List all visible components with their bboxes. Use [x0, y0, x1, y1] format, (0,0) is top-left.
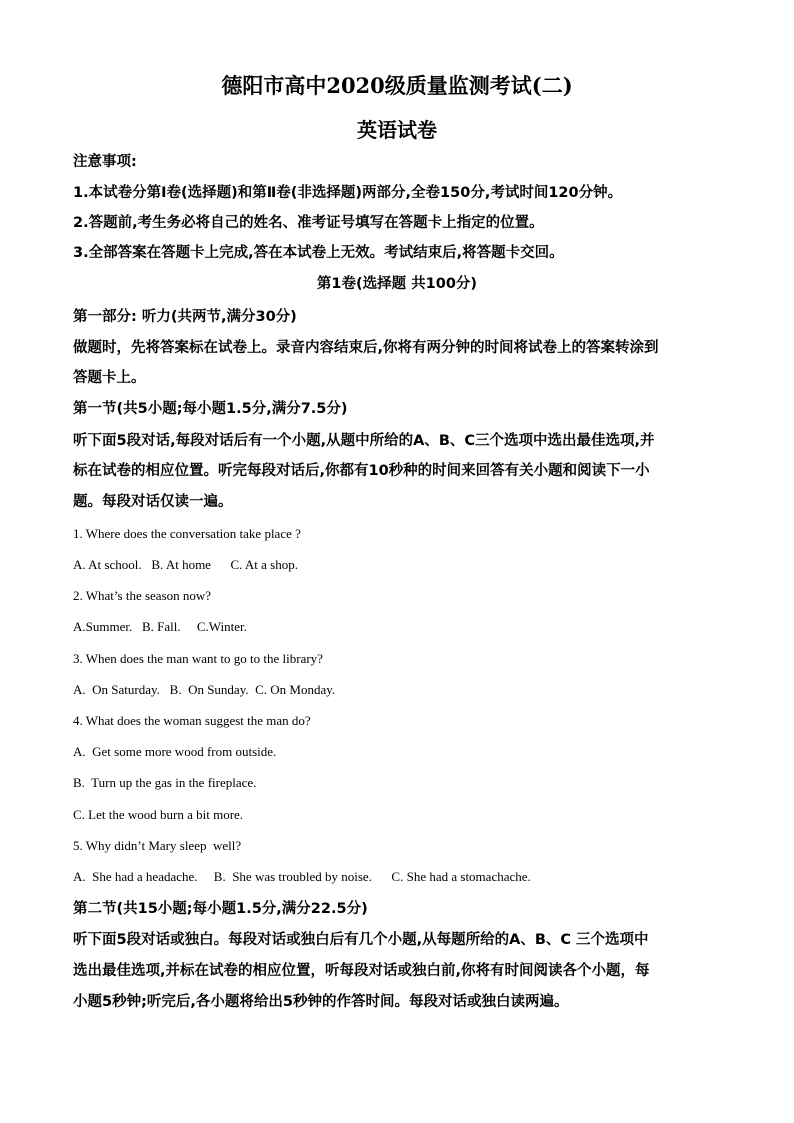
question-text: 1. Where does the conversation take place ?	[73, 526, 301, 541]
part-heading: 第一部分: 听力(共两节,满分30分)	[73, 309, 297, 325]
answer-options: A. At school. B. At home C. At a shop.	[73, 557, 298, 572]
question-text: 5. Why didn’t Mary sleep well?	[73, 838, 242, 853]
answer-option: B. Turn up the gas in the fireplace.	[73, 775, 257, 790]
answer-options: A. She had a headache. B. She was troubled by noise. C. She had a stomachache.	[73, 869, 531, 884]
answer-options: A. On Saturday. B. On Sunday. C. On Monday.	[73, 682, 336, 697]
answer-option: C. Let the wood burn a bit more.	[73, 807, 244, 822]
notice-heading: 注意事项:	[73, 154, 137, 170]
question-text: 4. What does the woman suggest the man do?	[73, 713, 311, 728]
question-text: 2. What’s the season now?	[73, 588, 212, 603]
section-heading: 第一节(共5小题;每小题1.5分,满分7.5分)	[73, 401, 348, 417]
exam-title: 德阳市高中2020级质量监测考试(二)	[221, 73, 573, 98]
volume-heading: 第1卷(选择题 共100分)	[316, 276, 478, 292]
section-instruction: 听下面5段对话或独白。每段对话或独白后有几个小题,从每题所给的A、B、C 三个选项中	[73, 932, 649, 948]
section-instruction: 题。每段对话仅读一遍。	[73, 494, 233, 510]
section-instruction: 听下面5段对话,每段对话后有一个小题,从题中所给的A、B、C三个选项中选出最佳选项,并	[73, 433, 655, 449]
section-instruction: 标在试卷的相应位置。听完每段对话后,你都有10秒种的时间来回答有关小题和阅读下一小	[73, 463, 650, 479]
section-instruction: 选出最佳选项,并标在试卷的相应位置，听每段对话或独白前,你将有时间阅读各个小题，每	[73, 963, 650, 979]
part-instruction: 做题时，先将答案标在试卷上。录音内容结束后,你将有两分钟的时间将试卷上的答案转涂到	[73, 340, 659, 356]
question-text: 3. When does the man want to go to the library?	[73, 651, 323, 666]
notice-item: 3.全部答案在答题卡上完成,答在本试卷上无效。考试结束后,将答题卡交回。	[73, 245, 564, 261]
answer-option: A. Get some more wood from outside.	[73, 744, 277, 759]
part-instruction: 答题卡上。	[73, 370, 146, 386]
answer-options: A.Summer. B. Fall. C.Winter.	[73, 619, 247, 634]
section-instruction: 小题5秒钟;听完后,各小题将给出5秒钟的作答时间。每段对话或独白读两遍。	[73, 994, 569, 1010]
section-heading: 第二节(共15小题;每小题1.5分,满分22.5分)	[73, 901, 368, 917]
notice-item: 2.答题前,考生务必将自己的姓名、准考证号填写在答题卡上指定的位置。	[73, 215, 544, 231]
notice-item: 1.本试卷分第Ⅰ卷(选择题)和第Ⅱ卷(非选择题)两部分,全卷150分,考试时间120分钟。	[73, 185, 623, 201]
exam-subtitle: 英语试卷	[357, 118, 437, 142]
